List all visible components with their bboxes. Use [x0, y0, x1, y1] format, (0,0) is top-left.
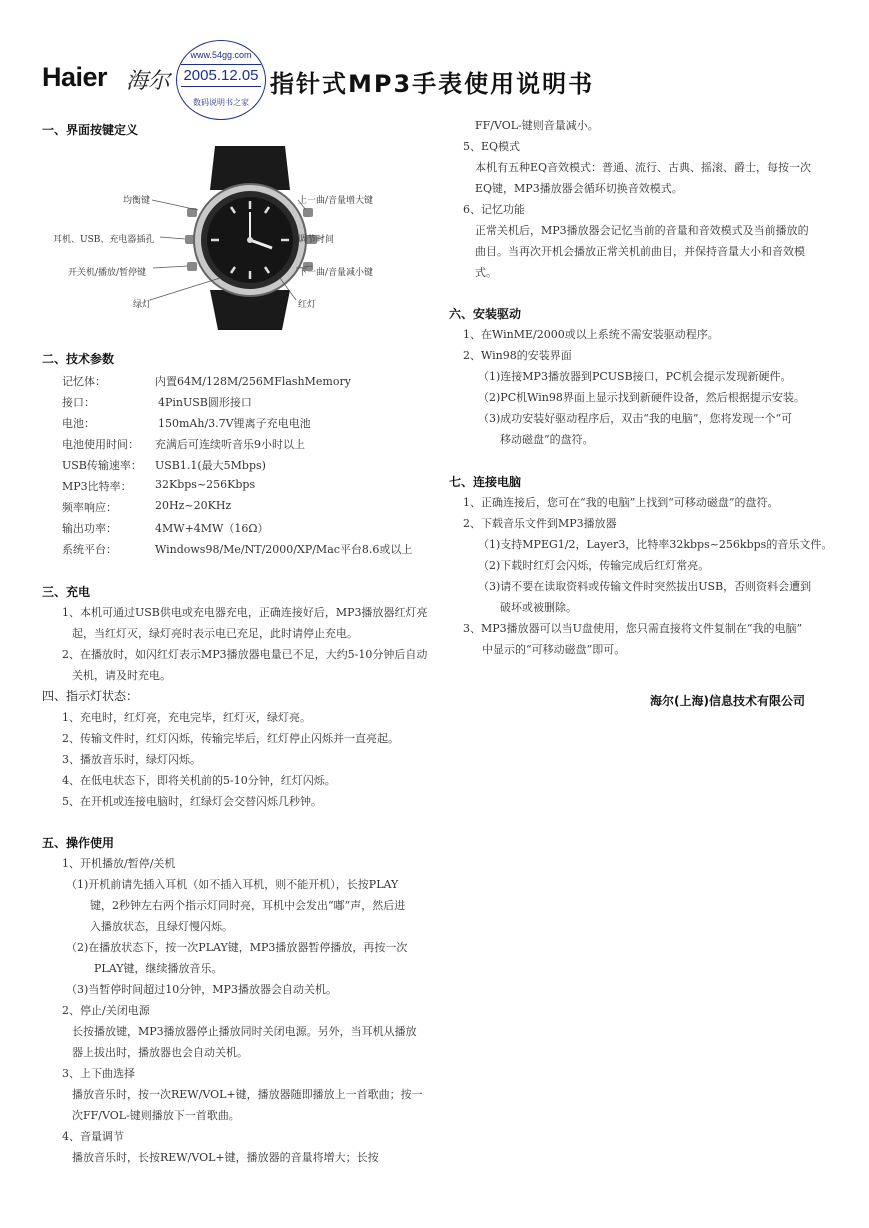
- text-line: （1)开机前请先插入耳机（如不插入耳机，则不能开机），长按PLAY: [66, 878, 399, 891]
- website-stamp: [176, 40, 266, 120]
- spec-key: 记忆体：: [62, 375, 106, 388]
- text-line: 本机有五种EQ音效模式：普通、流行、古典、摇滚、爵士，每按一次: [475, 161, 812, 174]
- text-line: 次FF/VOL-键则播放下一首歌曲。: [72, 1109, 240, 1122]
- text-line: 4、音量调节: [62, 1130, 124, 1143]
- text-line: （1)支持MPEG1/2，Layer3，比特率32kbps~256kbps的音乐文件。: [478, 538, 833, 551]
- spec-value: 32Kbps~256Kbps: [155, 478, 256, 491]
- label-down-key: 下一曲/音量减小键: [298, 268, 374, 278]
- label-red-light: 红灯: [298, 300, 317, 310]
- text-line: 2、传输文件时，红灯闪烁，传输完毕后，红灯停止闪烁并一直亮起。: [62, 732, 399, 745]
- text-line: 6、记忆功能: [463, 203, 525, 216]
- text-line: 1、正确连接后，您可在“我的电脑”上找到“可移动磁盘”的盘符。: [463, 496, 779, 509]
- text-line: PLAY键，继续播放音乐。: [94, 962, 223, 975]
- text-line: 3、上下曲选择: [62, 1067, 135, 1080]
- text-line: 2、停止/关闭电源: [62, 1004, 150, 1017]
- label-adjust-time: 调节时间: [298, 235, 335, 245]
- spec-value: USB1.1(最大5Mbps): [155, 459, 266, 472]
- section-4-title: 四、指示灯状态：: [42, 689, 139, 703]
- spec-key: 频率响应：: [62, 501, 117, 514]
- text-line: 1、开机播放/暂停/关机: [62, 857, 176, 870]
- haier-chinese-logo: 海尔: [126, 69, 171, 94]
- text-line: 5、EQ模式: [463, 140, 521, 153]
- spec-value: 20Hz~20KHz: [155, 499, 232, 512]
- spec-value: 4MW+4MW（16Ω）: [155, 522, 269, 535]
- spec-key: 电池：: [62, 417, 95, 430]
- section-5-title: 五、操作使用: [42, 836, 115, 850]
- text-line: 器上拔出时，播放器也会自动关机。: [72, 1046, 248, 1059]
- text-line: 正常关机后，MP3播放器会记忆当前的音量和音效模式及当前播放的: [475, 224, 809, 237]
- spec-key: 输出功率：: [62, 522, 117, 535]
- section-2-title: 二、技术参数: [42, 352, 115, 366]
- text-line: （2)在播放状态下，按一次PLAY键，MP3播放器暂停播放，再按一次: [66, 941, 408, 954]
- text-line: 3、MP3播放器可以当U盘使用，您只需直接将文件复制在“我的电脑”: [463, 622, 803, 635]
- stamp-caption: 数码说明书之家: [193, 98, 249, 107]
- text-line: 3、播放音乐时，绿灯闪烁。: [62, 753, 201, 766]
- text-line: （3)成功安装好驱动程序后，双击“我的电脑”，您将发现一个“可: [478, 412, 793, 425]
- text-line: （1)连接MP3播放器到PCUSB接口，PC机会提示发现新硬件。: [478, 370, 792, 383]
- label-earphone-port: 耳机、USB、充电器插孔: [53, 235, 155, 245]
- label-green-light: 绿灯: [133, 300, 152, 310]
- spec-key: USB传输速率：: [62, 459, 142, 472]
- text-line: 起，当红灯灭，绿灯亮时表示电已充足，此时请停止充电。: [72, 627, 358, 640]
- document-title: 指针式MP3手表使用说明书: [270, 70, 595, 98]
- text-line: 1、充电时，红灯亮，充电完毕，红灯灭，绿灯亮。: [62, 711, 311, 724]
- spec-value: 充满后可连续听音乐9小时以上: [155, 438, 305, 451]
- spec-value: 4PinUSB圆形接口: [158, 396, 252, 409]
- text-line: 移动磁盘”的盘符。: [500, 433, 594, 446]
- haier-logo: Haier: [42, 62, 108, 92]
- section-6-title: 六、安装驱动: [449, 307, 522, 321]
- text-line: 2、Win98的安装界面: [463, 349, 572, 362]
- section-7-title: 七、连接电脑: [449, 475, 522, 489]
- section-1-title: 一、界面按键定义: [42, 123, 139, 137]
- spec-value: 内置64M/128M/256MFlashMemory: [155, 375, 351, 388]
- spec-key: 电池使用时间：: [62, 438, 139, 451]
- text-line: 长按播放键，MP3播放器停止播放同时关闭电源。另外，当耳机从播放: [72, 1025, 417, 1038]
- text-line: （2)PC机Win98界面上显示找到新硬件设备，然后根据提示安装。: [478, 391, 805, 404]
- spec-key: 系统平台：: [62, 543, 117, 556]
- text-line: FF/VOL-键则音量减小。: [475, 119, 599, 132]
- spec-value: 150mAh/3.7V锂离子充电电池: [158, 417, 311, 430]
- spec-value: Windows98/Me/NT/2000/XP/Mac平台8.6或以上: [155, 543, 413, 556]
- stamp-url: www.54gg.com: [190, 50, 252, 60]
- text-line: 4、在低电状态下，即将关机前的5-10分钟，红灯闪烁。: [62, 774, 336, 787]
- text-line: 入播放状态，且绿灯慢闪烁。: [90, 920, 233, 933]
- stamp-date: 2005.12.05: [181, 64, 261, 87]
- text-line: 1、本机可通过USB供电或充电器充电，正确连接好后，MP3播放器红灯亮: [62, 606, 428, 619]
- text-line: 5、在开机或连接电脑时，红绿灯会交替闪烁几秒钟。: [62, 795, 322, 808]
- text-line: 键，2秒钟左右两个指示灯同时亮，耳机中会发出“嘟”声，然后进: [90, 899, 406, 912]
- label-power-key: 开关机/播放/暂停键: [68, 268, 147, 278]
- text-line: 2、在播放时，如闪红灯表示MP3播放器电量已不足，大约5-10分钟后自动: [62, 648, 428, 661]
- text-line: 曲目。当再次开机会播放正常关机前曲目，并保持音量大小和音效模: [475, 245, 805, 258]
- section-3-title: 三、充电: [42, 585, 91, 599]
- spec-key: 接口：: [62, 396, 95, 409]
- text-line: 1、在WinME/2000或以上系统不需安装驱动程序。: [463, 328, 719, 341]
- text-line: 破坏或被删除。: [500, 601, 577, 614]
- spec-key: MP3比特率：: [62, 480, 132, 493]
- label-up-key: 上一曲/音量增大键: [298, 196, 374, 206]
- text-line: 2、下载音乐文件到MP3播放器: [463, 517, 617, 530]
- text-line: （3)当暂停时间超过10分钟，MP3播放器会自动关机。: [66, 983, 337, 996]
- text-line: 中显示的“可移动磁盘”即可。: [482, 643, 626, 656]
- text-line: （3)请不要在读取资料或传输文件时突然拔出USB，否则资料会遭到: [478, 580, 812, 593]
- text-line: 式。: [475, 266, 497, 279]
- text-line: EQ键，MP3播放器会循环切换音效模式。: [475, 182, 683, 195]
- label-balance-key: 均衡键: [123, 196, 151, 206]
- text-line: 关机，请及时充电。: [72, 669, 171, 682]
- text-line: 播放音乐时，按一次REW/VOL+键，播放器随即播放上一首歌曲；按一: [72, 1088, 423, 1101]
- text-line: （2)下载时红灯会闪烁，传输完成后红灯常亮。: [478, 559, 710, 572]
- company-name: 海尔(上海)信息技术有限公司: [650, 694, 805, 708]
- text-line: 播放音乐时，长按REW/VOL+键，播放器的音量将增大；长按: [72, 1151, 379, 1164]
